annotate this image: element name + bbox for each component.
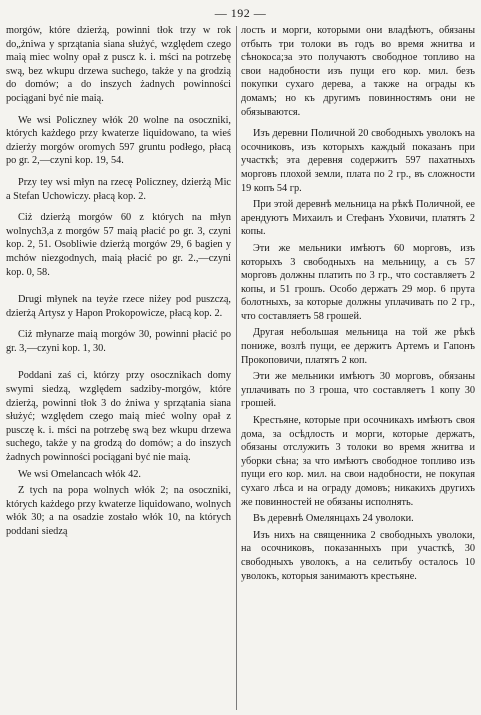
- paragraph: Изъ нихъ на священника 2 свободныхъ уволоки, на осочниковъ, показанныхъ при участкѣ, 30 свободныхъ уволокъ, а на селитьбу осталось 10 уволокъ, которыя занимаютъ крестьяне.: [241, 529, 475, 582]
- paragraph: Z tych na popa wolnych włók 2; na osoczniki, których każdego przy kwaterze liquidowano, wolnych włók 30; a na osadzie zostało włók 10, na których poddani siedzą: [6, 485, 231, 537]
- paragraph: Ciż młynarze maią morgów 30, powinni płacić po gr. 3,—czyni kop. 1, 30.: [6, 329, 231, 354]
- paragraph: morgów, które dzierżą, powinni tłok trzy w rok do„żniwa y sprzątania siana służyć, względem czego maią miec wolny opał z puscz k. i. mści na potrzebę swą, bez wkupu drzewa suchego, także y na grodzią do domów; a do inszych żadnych powinności pociągani być nie maią.: [6, 25, 231, 104]
- paragraph: лость и морги, которыми они владѣютъ, обязаны отбыть три толоки въ годъ во время жнитва и сѣнокоса;за это получаютъ свободное топливо на свои надобности изъ пущи его кор. мил. безъ покупки сухаго дерева, а также на ограды къ домамъ; но къ другимъ повинностямъ они не обязываются.: [241, 25, 475, 118]
- paragraph: Ciż dzierżą morgów 60 z których na młyn wolnych3,a z morgów 57 maią płacić po gr. 3, czyni kop. 2, 51. Osobliwie dzierżą morgów 29, 6 bagien y mchów niezgodnych, maią płacić po gr. 2.,—czyni kop. 0, 58.: [6, 212, 231, 278]
- left-column-polish-text: [6, 24, 231, 712]
- right-column-russian-text: [241, 24, 475, 712]
- paragraph: Przy tey wsi młyn na rzecę Policzney, dzierżą Mic a Stefan Uchowiczy. płacą kop. 2.: [6, 176, 231, 202]
- section-heading: We wsi Omelancach włók 42.: [18, 468, 141, 480]
- paragraph: Другая небольшая мельница на той же рѣкѣ пониже, возлѣ пущи, ее держитъ Артемъ и Гапонъ Прокоповичи, платятъ 2 коп.: [241, 327, 475, 366]
- paragraph: Drugi młynek na teyże rzece niżey pod puszczą, dzierżą Artysz y Hapon Prokopowicze, płacą kop. 2.: [6, 294, 231, 319]
- paragraph: Poddani zaś ci, którzy przy osocznikach domy swymi siedzą, względem sadziby-morgów, które dzierżą, powinni tłok 3 do żniwa y sprzątania siana służyć; względem czego maią mieć wolny opał z pusczę k. i. mści na potrzebę swą bez wkupu drzewa suchego, także y na grodzą do domów; a do inszych żadnych powinności pociągani być nie maią.: [6, 370, 231, 464]
- paragraph: We wsi Policzney włók 20 wolne na osoczniki, których każdego przy kwaterze liquidowano, ta wieś dzierży morgów oromych 597 gruntu podłego, płacą po gr. 2,—czyni kop. 19, 54.: [6, 114, 231, 167]
- paragraph: Эти же мельники имѣютъ 60 морговъ, изъ которыхъ 3 свободныхъ на мельницу, а съ 57 морговъ должны платить по 3 гр., что составляетъ 2 копы, и 51 грошъ. Особо держатъ 29 мор. 6 прута болотныхъ, за которые должны уплачивать по 2 гр., что составляетъ 58 грошей.: [241, 242, 475, 322]
- paragraph: Изъ деревни Поличной 20 свободныхъ уволокъ на осочниковъ, изъ которыхъ каждый показанъ при участкѣ; эта деревня содержитъ 597 пахатныхъ морговъ плохой земли, плата по 2 гр., въ сложности 19 копъ 54 гр.: [241, 128, 475, 194]
- paragraph: При этой деревнѣ мельница на рѣкѣ Поличной, ее арендуютъ Михаилъ и Стефанъ Уховичи, платятъ 2 копы.: [241, 199, 475, 238]
- paragraph: Крестьяне, которые при осочникахъ имѣютъ своя дома, за осѣдлость и морги, которые держатъ, обязаны отслужить 3 толоки во время жнитва и уборки сѣна; за что имѣютъ свободное топливо изъ пущи его кор. мил. на свои надобности, не покупая сухаго лѣса и на ограду домовъ; никакихъ другихъ же повинностей не обязаны исполнять.: [241, 415, 475, 508]
- column-divider: [236, 26, 237, 710]
- section-heading: Въ деревнѣ Омелянцахъ 24 уволоки.: [253, 513, 414, 525]
- paragraph: Эти же мельники имѣютъ 30 морговъ, обязаны уплачивать по 3 гроша, что составляетъ 1 копу 30 грошей.: [241, 371, 475, 410]
- page-number: — 192 —: [214, 6, 267, 20]
